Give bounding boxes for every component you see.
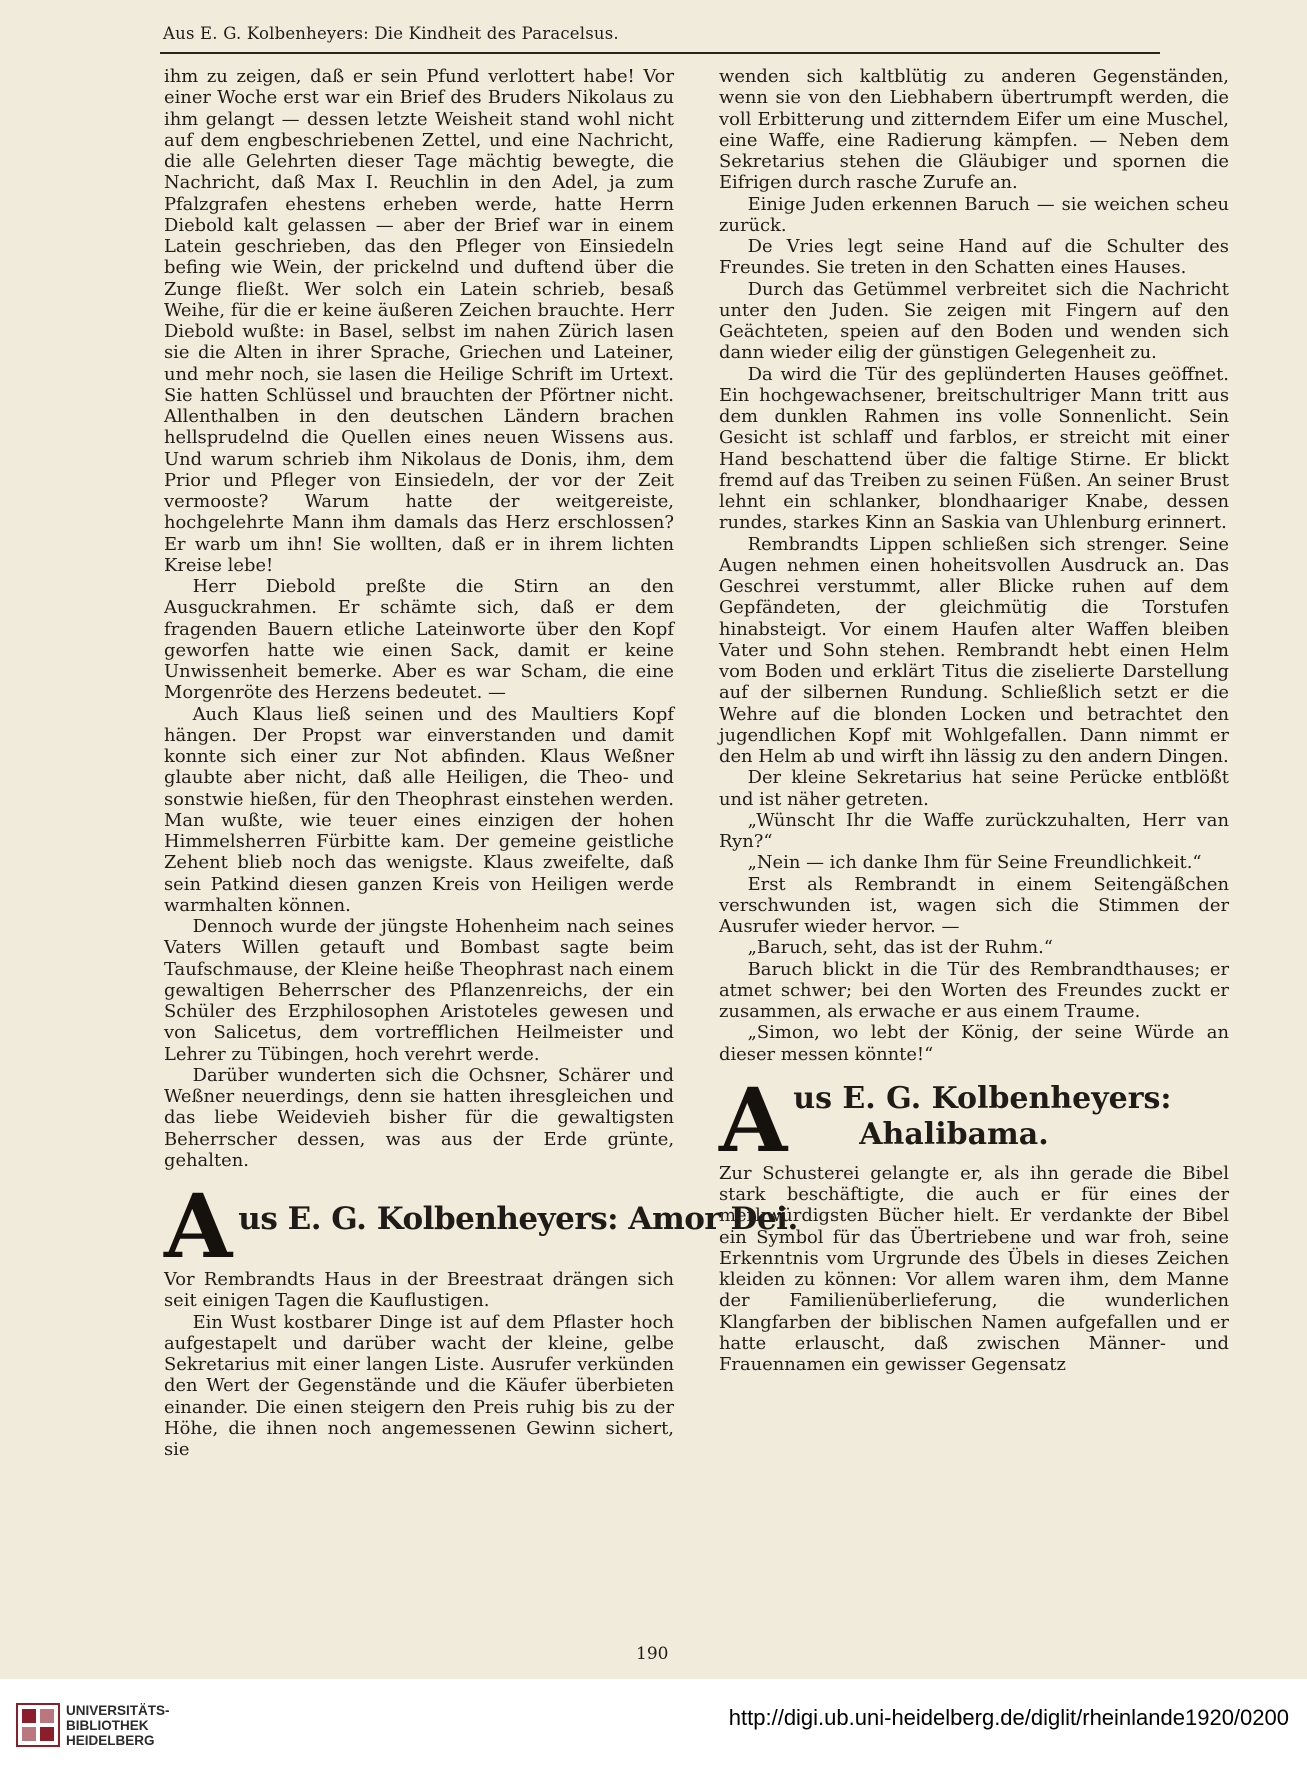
right-paragraph-7: Der kleine Sekretarius hat seine Perücke entblößt und ist näher getreten.: [719, 767, 1229, 810]
right-column: [719, 66, 1229, 1375]
left-paragraph-1: ihm zu zeigen, daß er sein Pfund verlottert habe! Vor einer Woche erst war ein Brief des Bruders Nikolaus zu ihm gelangt — dessen letzte Weisheit stand wohl nicht auf dem engbeschriebenen Zettel, und eine Nachricht, die alle Gelehrten dieser Tage mächtig bewegte, die Nachricht, daß Max I. Reuchlin in den Adel, ja zum Pfalzgrafen ehestens erheben werde, hatte Herrn Diebold kalt gelassen — aber der Brief war in einem Latein geschrieben, das den Pfleger von Einsiedeln befing wie Wein, der prickelnd und duftend über die Zunge fließt. Wer solch ein Latein schrieb, besaß Weihe, für die er keine äußeren Zeichen brauchte. Herr Diebold wußte: in Basel, selbst im nahen Zürich lasen sie die Alten in ihrer Sprache, Griechen und Lateiner, und mehr noch, sie lasen die Heilige Schrift im Urtext. Sie hatten Schlüssel und brauchten der Pförtner nicht. Allenthalben in den deutschen Ländern brachen hellsprudelnd die Quellen eines neuen Wissens aus. Und warum schrieb ihm Nikolaus de Donis, ihm, dem Prior und Pfleger von Einsiedeln, der vor der Zeit vermooste? Warum hatte der weitgereiste, hochgelehrte Mann ihm damals das Herz erschlossen? Er warb um ihn! Sie wollten, daß er in ihrem lichten Kreise lebe!: [164, 66, 674, 576]
right-paragraph-1: wenden sich kaltblütig zu anderen Gegenständen, wenn sie von den Liebhabern übertrumpft werden, die voll Erbitterung und zitterndem Eifer um eine Muschel, eine Waffe, eine Radierung kämpfen. — Neben dem Sekretarius stehen die Gläubiger und spornen die Eifrigen durch rasche Zurufe an.: [719, 66, 1229, 194]
header-rule: [160, 52, 1160, 54]
right-paragraph-2: Einige Juden erkennen Baruch — sie weichen scheu zurück.: [719, 193, 1229, 236]
right-paragraph-5: Da wird die Tür des geplünderten Hauses geöffnet. Ein hochgewachsener, breitschultriger Mann tritt aus dem dunklen Rahmen ins volle Sonnenlicht. Sein Gesicht ist schlaff und farblos, er streicht mit einer Hand beschattend über die faltige Stirne. Er blickt fremd auf das Treiben zu seinen Füßen. An seiner Brust lehnt ein schlanker, blondhaariger Knabe, dessen rundes, starkes Kinn an Saskia van Uhlenburg erinnert.: [719, 363, 1229, 534]
right-paragraph-8: „Wünscht Ihr die Waffe zurückzuhalten, Herr van Ryn?“: [719, 809, 1229, 852]
page-number: 190: [636, 1644, 669, 1664]
right-paragraph-3: De Vries legt seine Hand auf die Schulter des Freundes. Sie treten in den Schatten eines Hauses.: [719, 236, 1229, 279]
university-seal-icon: [16, 1703, 60, 1747]
ahalibama-section: [719, 1067, 1229, 1376]
running-head: Aus E. G. Kolbenheyers: Die Kindheit des Paracelsus.: [163, 24, 619, 43]
right-paragraph-4: Durch das Getümmel verbreitet sich die Nachricht unter den Juden. Sie zeigen mit Fingern auf den Geächteten, speien auf den Boden und wenden sich dann wieder eilig der günstigen Gelegenheit zu.: [719, 278, 1229, 364]
right-paragraph-9: „Nein — ich danke Ihm für Seine Freundlichkeit.“: [747, 852, 1202, 874]
amor-dei-section: [164, 1174, 798, 1460]
ahalibama-title-line-1: us E. G. Kolbenheyers:: [793, 1080, 1172, 1116]
ahalibama-drop-cap: A: [719, 1067, 788, 1172]
library-name-line-2: BIBLIOTHEK: [66, 1718, 149, 1733]
amor-dei-title: us E. G. Kolbenheyers: Amor Dei.: [238, 1201, 798, 1237]
right-paragraph-13: „Simon, wo lebt der König, der seine Würde an dieser messen könnte!“: [719, 1022, 1229, 1065]
left-paragraph-2: Herr Diebold preßte die Stirn an den Ausguckrahmen. Er schämte sich, daß er dem fragenden Bauern etliche Lateinworte über den Kopf geworfen hatte wie einen Sack, damit er keine Unwissenheit bemerke. Aber es war Scham, die eine Morgenröte des Herzens bedeutet. —: [164, 576, 674, 704]
right-paragraph-12: Baruch blickt in die Tür des Rembrandthauses; er atmet schwer; bei den Worten des Freundes zuckt er zusammen, als erwache er aus einem Traume.: [719, 958, 1229, 1022]
amor-dei-paragraph-2: Ein Wust kostbarer Dinge ist auf dem Pflaster hoch aufgestapelt und darüber wacht der kleine, gelbe Sekretarius mit einer langen Liste. Ausrufer verkünden den Wert der Gegenstände und die Käufer überbieten einander. Die einen steigern den Preis ruhig bis zu der Höhe, die ihnen noch angemessenen Gewinn sichert, sie: [164, 1311, 674, 1460]
left-paragraph-4: Dennoch wurde der jüngste Hohenheim nach seines Vaters Willen getauft und Bombast sagte beim Taufschmause, der Kleine heiße Theophrast nach einem gewaltigen Beherrscher des Pflanzenreichs, der ein Schüler des Erzphilosophen Aristoteles gewesen und von Salicetus, dem vortrefflichen Heilmeister und Lehrer zu Tübingen, hoch verehrt werde.: [164, 916, 674, 1065]
footer-bar: [0, 1679, 1307, 1775]
left-column: [164, 66, 798, 1460]
amor-dei-headline: [164, 1174, 798, 1278]
library-name-line-1: UNIVERSITÄTS-: [66, 1703, 170, 1718]
ahalibama-title-line-2: Ahalibama.: [859, 1116, 1049, 1152]
left-paragraph-3: Auch Klaus ließ seinen und des Maultiers Kopf hängen. Der Propst war einverstanden und damit konnte sich einer zur Not abfinden. Klaus Weßner glaubte aber nicht, daß alle Heiligen, die Theo- und sonstwie hießen, für den Theophrast einstehen werden. Man wußte, wie teuer eines einzigen der hohen Himmelsherren Fürbitte kam. Der gemeine geistliche Zehent blieb noch das wenigste. Klaus zweifelte, daß sein Patkind diesen ganzen Kreis von Heiligen werde warmhalten können.: [164, 703, 674, 916]
library-name: [66, 1703, 170, 1748]
ahalibama-headline: [719, 1067, 1229, 1172]
ahalibama-paragraph-1: Zur Schusterei gelangte er, als ihn gerade die Bibel stark beschäftigte, die auch er für eines der merkwürdigsten Bücher hielt. Er verdankte der Bibel ein Symbol für das Übertriebene und war froh, seine Erkenntnis vom Urgrunde des Übels in dieses Zeichen kleiden zu können: Vor allem waren ihm, dem Manne der Familienüberlieferung, die wunderlichen Klangfarben der biblischen Namen aufgefallen und er hatte erlauscht, daß zwischen Männer- und Frauennamen ein gewisser Gegensatz: [719, 1162, 1229, 1375]
right-paragraph-6: Rembrandts Lippen schließen sich strenger. Seine Augen nehmen einen hoheitsvollen Ausdruck an. Das Geschrei verstummt, aller Blicke ruhen auf dem Gepfändeten, der gleichmütig die Torstufen hinabsteigt. Vor einem Haufen alter Waffen bleiben Vater und Sohn stehen. Rembrandt hebt einen Helm vom Boden und erklärt Titus die ziselierte Darstellung auf der silbernen Rundung. Schließlich setzt er die Wehre auf die blonden Locken und betrachtet den jugendlichen Kopf mit Wohlgefallen. Dann nimmt er den Helm ab und wirft ihn lässig zu den andern Dingen.: [719, 533, 1229, 767]
right-paragraph-11: „Baruch, seht, das ist der Ruhm.“: [747, 937, 1053, 959]
left-paragraph-5: Darüber wunderten sich die Ochsner, Schärer und Weßner neuerdings, denn sie hatten ihresgleichen und das liebe Weidevieh bisher für die gewaltigsten Beherrscher dessen, was aus der Erde grünte, gehalten.: [164, 1064, 674, 1171]
right-paragraph-10: Erst als Rembrandt in einem Seitengäßchen verschwunden ist, wagen sich die Stimmen der Ausrufer wieder hervor. —: [719, 873, 1229, 937]
amor-dei-drop-cap: A: [164, 1174, 233, 1278]
library-name-line-3: HEIDELBERG: [66, 1733, 155, 1748]
amor-dei-paragraph-1: Vor Rembrandts Haus in der Breestraat drängen sich seit einigen Tagen die Kauflustigen.: [164, 1269, 674, 1312]
source-url-link[interactable]: http://digi.ub.uni-heidelberg.de/diglit/rheinlande1920/0200: [728, 1705, 1289, 1730]
